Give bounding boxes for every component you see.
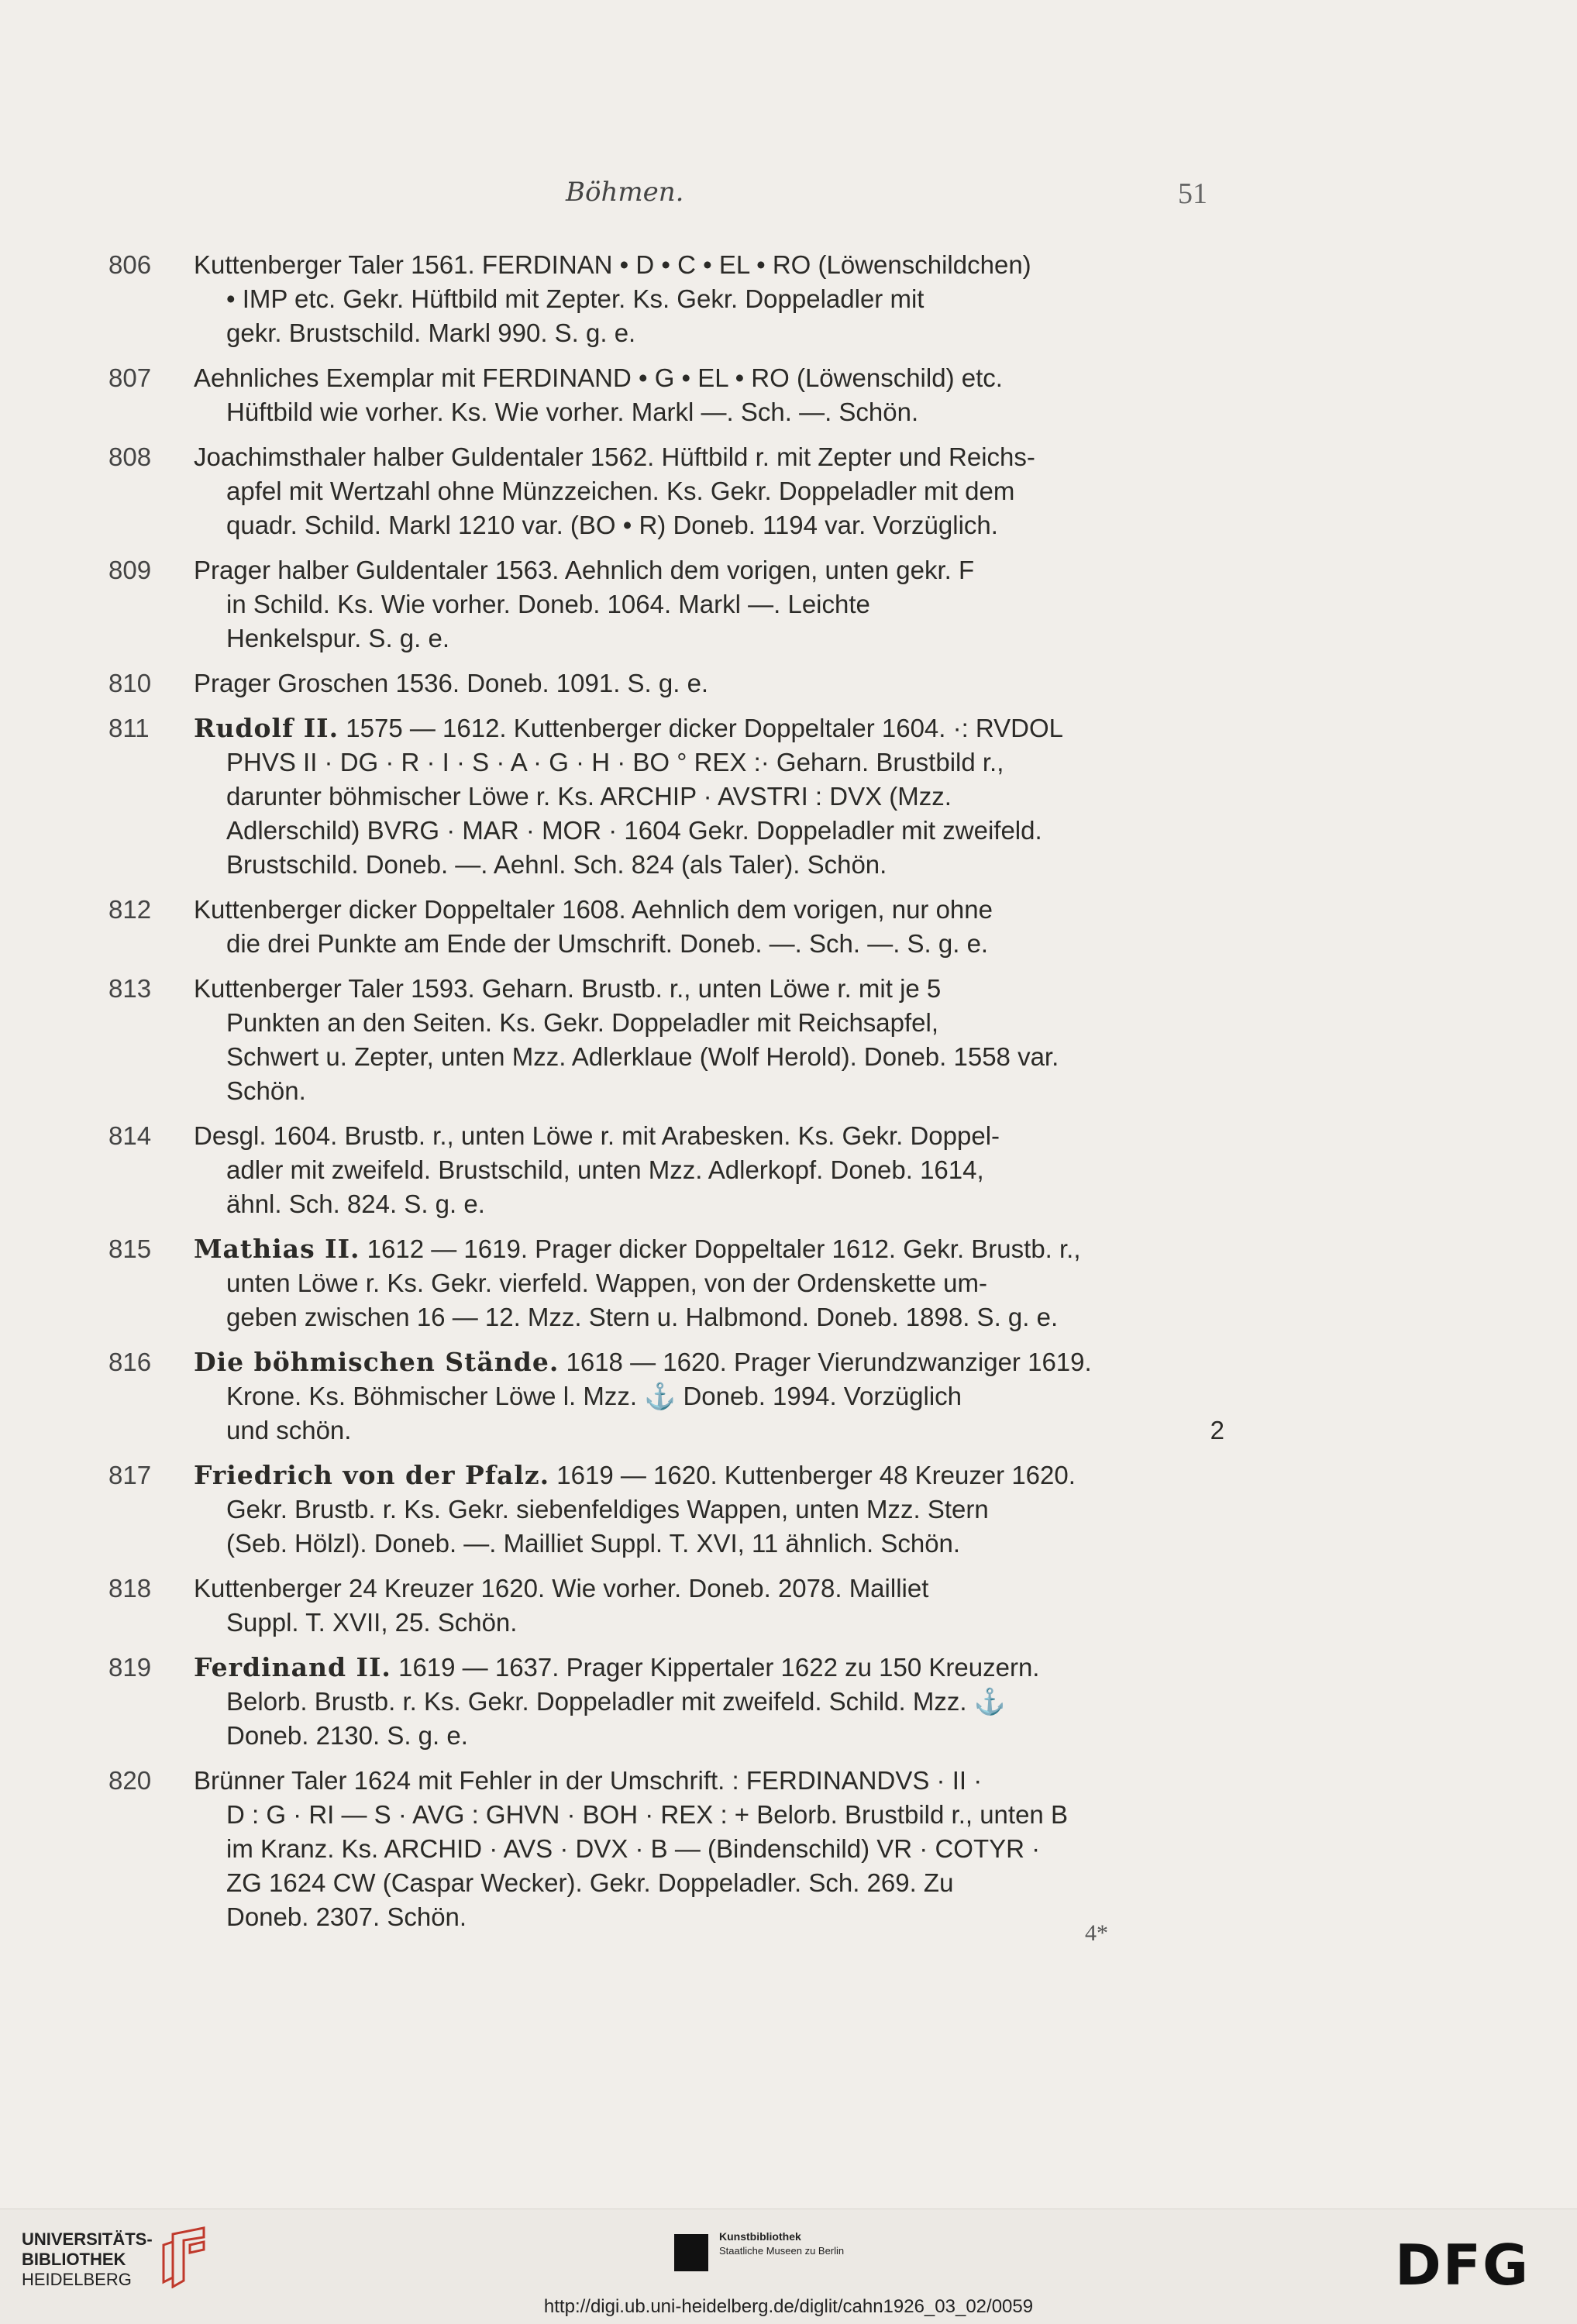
entry-text — [194, 1651, 1224, 1753]
entry-line: Adlerschild) BVRG · MAR · MOR · 1604 Gekr. Doppeladler mit zweifeld. — [226, 816, 1042, 845]
catalog-entry — [108, 1651, 1224, 1753]
ruler-name: Rudolf II. — [194, 713, 339, 743]
entry-number: 808 — [108, 442, 152, 471]
entry-line — [194, 1232, 1224, 1266]
entry-number: 820 — [108, 1766, 152, 1795]
catalog-entry — [108, 553, 1224, 656]
entry-line-text: und schön. — [226, 1416, 352, 1444]
running-head — [0, 177, 1577, 223]
entry-line: gekr. Brustschild. Markl 990. S. g. e. — [226, 318, 636, 347]
entry-line: Suppl. T. XVII, 25. Schön. — [226, 1608, 518, 1637]
catalog-entry — [108, 666, 1224, 701]
entry-line: • IMP etc. Gekr. Hüftbild mit Zepter. Ks. Gekr. Doppeladler mit — [226, 284, 925, 313]
catalog-entry — [108, 1232, 1224, 1334]
entry-line: Schwert u. Zepter, unten Mzz. Adlerklaue (Wolf Herold). Doneb. 1558 var. — [226, 1042, 1059, 1071]
ruler-name: Friedrich von der Pfalz. — [194, 1460, 550, 1490]
entry-text — [194, 711, 1224, 882]
entry-line: Kuttenberger 24 Kreuzer 1620. Wie vorher. Doneb. 2078. Mailliet — [194, 1574, 929, 1603]
entry-text — [194, 666, 1224, 701]
entry-line: Gekr. Brustb. r. Ks. Gekr. siebenfeldiges Wappen, unten Mzz. Stern — [226, 1495, 989, 1524]
entry-number: 819 — [108, 1653, 152, 1682]
entry-number: 816 — [108, 1348, 152, 1376]
catalog-entry — [108, 1119, 1224, 1221]
footer-bar — [0, 2209, 1577, 2324]
entry-line: Punkten an den Seiten. Ks. Gekr. Doppeladler mit Reichsapfel, — [226, 1008, 939, 1037]
item-count: 2 — [1210, 1416, 1224, 1444]
permalink-url[interactable]: http://digi.ub.uni-heidelberg.de/diglit/cahn1926_03_02/0059 — [543, 2296, 1034, 2317]
entry-line: Henkelspur. S. g. e. — [226, 624, 449, 652]
entry-text — [194, 972, 1224, 1108]
entry-number: 813 — [108, 974, 152, 1003]
entry-text — [194, 1119, 1224, 1221]
ruler-name: Ferdinand II. — [194, 1652, 391, 1682]
entry-line: adler mit zweifeld. Brustschild, unten Mzz. Adlerkopf. Doneb. 1614, — [226, 1155, 984, 1184]
entry-number: 811 — [108, 714, 150, 742]
entry-text — [194, 1458, 1224, 1561]
entry-line — [194, 1458, 1224, 1493]
kunstbibliothek-emblem-icon — [674, 2234, 708, 2271]
catalog-entry — [108, 440, 1224, 542]
entry-line: Prager Groschen 1536. Doneb. 1091. S. g. e. — [194, 669, 709, 697]
entry-line-text: 1619 — 1637. Prager Kippertaler 1622 zu 150 Kreuzern. — [391, 1653, 1040, 1682]
entry-line: die drei Punkte am Ende der Umschrift. Doneb. —. Sch. —. S. g. e. — [226, 929, 989, 958]
entry-line: D : G · RI — S · AVG : GHVN · BOH · REX : + Belorb. Brustbild r., unten B — [226, 1800, 1068, 1829]
ub-logo-line2: BIBLIOTHEK — [22, 2250, 126, 2269]
entry-line: apfel mit Wertzahl ohne Münzzeichen. Ks. Gekr. Doppeladler mit dem — [226, 477, 1015, 505]
entry-number: 815 — [108, 1234, 152, 1263]
entry-line: Krone. Ks. Böhmischer Löwe l. Mzz. ⚓ Doneb. 1994. Vorzüglich — [226, 1382, 962, 1410]
entry-line: Kuttenberger Taler 1593. Geharn. Brustb. r., unten Löwe r. mit je 5 — [194, 974, 942, 1003]
entry-text — [194, 1232, 1224, 1334]
signature-mark: 4* — [1085, 1920, 1108, 1946]
catalog-entry — [108, 248, 1224, 350]
entry-line — [194, 1651, 1224, 1685]
entry-number: 818 — [108, 1574, 152, 1603]
catalog-entry — [108, 1764, 1224, 1934]
catalog-entry — [108, 1572, 1224, 1640]
entry-line — [194, 1413, 1224, 1448]
catalog-entry — [108, 893, 1224, 961]
ub-emblem-icon — [157, 2226, 212, 2288]
entry-number: 817 — [108, 1461, 152, 1489]
entry-line: Joachimsthaler halber Guldentaler 1562. Hüftbild r. mit Zepter und Reichs- — [194, 442, 1035, 471]
ub-logo-line3: HEIDELBERG — [22, 2270, 132, 2289]
entry-line: Aehnliches Exemplar mit FERDINAND • G • EL • RO (Löwenschild) etc. — [194, 363, 1003, 392]
entry-line: Doneb. 2307. Schön. — [226, 1902, 467, 1931]
entry-text — [194, 361, 1224, 429]
entry-line: geben zwischen 16 — 12. Mzz. Stern u. Halbmond. Doneb. 1898. S. g. e. — [226, 1303, 1059, 1331]
entry-number: 810 — [108, 669, 152, 697]
entry-line: in Schild. Ks. Wie vorher. Doneb. 1064. Markl —. Leichte — [226, 590, 870, 618]
catalog-entry — [108, 1345, 1224, 1448]
entry-text — [194, 893, 1224, 961]
catalog-entry — [108, 1458, 1224, 1561]
entry-line: Brünner Taler 1624 mit Fehler in der Umschrift. : FERDINANDVS · II · — [194, 1766, 983, 1795]
entry-line-text: 1612 — 1619. Prager dicker Doppeltaler 1612. Gekr. Brustb. r., — [360, 1234, 1081, 1263]
entry-line-text: 1618 — 1620. Prager Vierundzwanziger 1619. — [559, 1348, 1092, 1376]
entry-number: 806 — [108, 250, 152, 279]
entry-line: darunter böhmischer Löwe r. Ks. ARCHIP · AVSTRI : DVX (Mzz. — [226, 782, 952, 811]
page-number: 51 — [1178, 177, 1207, 210]
entry-line: ähnl. Sch. 824. S. g. e. — [226, 1190, 485, 1218]
entry-line: Belorb. Brustb. r. Ks. Gekr. Doppeladler mit zweifeld. Schild. Mzz. ⚓ — [226, 1687, 1006, 1716]
dfg-logo[interactable]: DFG — [1395, 2233, 1531, 2298]
entry-line: Brustschild. Doneb. —. Aehnl. Sch. 824 (als Taler). Schön. — [226, 850, 887, 879]
ub-heidelberg-logo[interactable] — [22, 2229, 153, 2290]
entry-line: Desgl. 1604. Brustb. r., unten Löwe r. mit Arabesken. Ks. Gekr. Doppel- — [194, 1121, 1000, 1150]
entry-line: (Seb. Hölzl). Doneb. —. Mailliet Suppl. T. XVI, 11 ähnlich. Schön. — [226, 1529, 961, 1558]
entry-line — [194, 711, 1224, 745]
entry-number: 812 — [108, 895, 152, 924]
entry-text — [194, 1572, 1224, 1640]
catalog-entry — [108, 361, 1224, 429]
entry-line: Prager halber Guldentaler 1563. Aehnlich dem vorigen, unten gekr. F — [194, 556, 975, 584]
entry-line: unten Löwe r. Ks. Gekr. vierfeld. Wappen, von der Ordenskette um- — [226, 1269, 987, 1297]
entry-line: ZG 1624 CW (Caspar Wecker). Gekr. Doppeladler. Sch. 269. Zu — [226, 1868, 954, 1897]
entry-number: 807 — [108, 363, 152, 392]
entry-text — [194, 248, 1224, 350]
ruler-name: Mathias II. — [194, 1234, 360, 1264]
entry-text — [194, 440, 1224, 542]
kb-line2: Staatliche Museen zu Berlin — [719, 2245, 845, 2257]
entry-text — [194, 1764, 1224, 1934]
kb-line1: Kunstbibliothek — [719, 2230, 801, 2243]
entry-text — [194, 553, 1224, 656]
ruler-name: Die böhmischen Stände. — [194, 1347, 560, 1377]
entry-line — [194, 1345, 1224, 1379]
catalog-entry — [108, 711, 1224, 882]
entry-number: 809 — [108, 556, 152, 584]
entry-line: Kuttenberger dicker Doppeltaler 1608. Aehnlich dem vorigen, nur ohne — [194, 895, 993, 924]
entry-line: Hüftbild wie vorher. Ks. Wie vorher. Markl —. Sch. —. Schön. — [226, 398, 919, 426]
page-title: Böhmen. — [566, 177, 684, 208]
ub-logo-line1: UNIVERSITÄTS- — [22, 2229, 153, 2249]
entry-line: PHVS II · DG · R · I · S · A · G · H · BO ° REX :· Geharn. Brustbild r., — [226, 748, 1004, 776]
entry-line: Schön. — [226, 1076, 306, 1105]
catalog-entries — [108, 248, 1224, 1945]
entry-line: Kuttenberger Taler 1561. FERDINAN • D • C • EL • RO (Löwenschildchen) — [194, 250, 1031, 279]
entry-line: quadr. Schild. Markl 1210 var. (BO • R) Doneb. 1194 var. Vorzüglich. — [226, 511, 998, 539]
entry-number: 814 — [108, 1121, 152, 1150]
entry-line: Doneb. 2130. S. g. e. — [226, 1721, 468, 1750]
catalog-entry — [108, 972, 1224, 1108]
entry-line-text: 1619 — 1620. Kuttenberger 48 Kreuzer 1620. — [549, 1461, 1076, 1489]
entry-text — [194, 1345, 1224, 1448]
entry-line: im Kranz. Ks. ARCHID · AVS · DVX · B — (Bindenschild) VR · COTYR · — [226, 1834, 1041, 1863]
entry-line-text: 1575 — 1612. Kuttenberger dicker Doppeltaler 1604. ·: RVDOL — [339, 714, 1064, 742]
